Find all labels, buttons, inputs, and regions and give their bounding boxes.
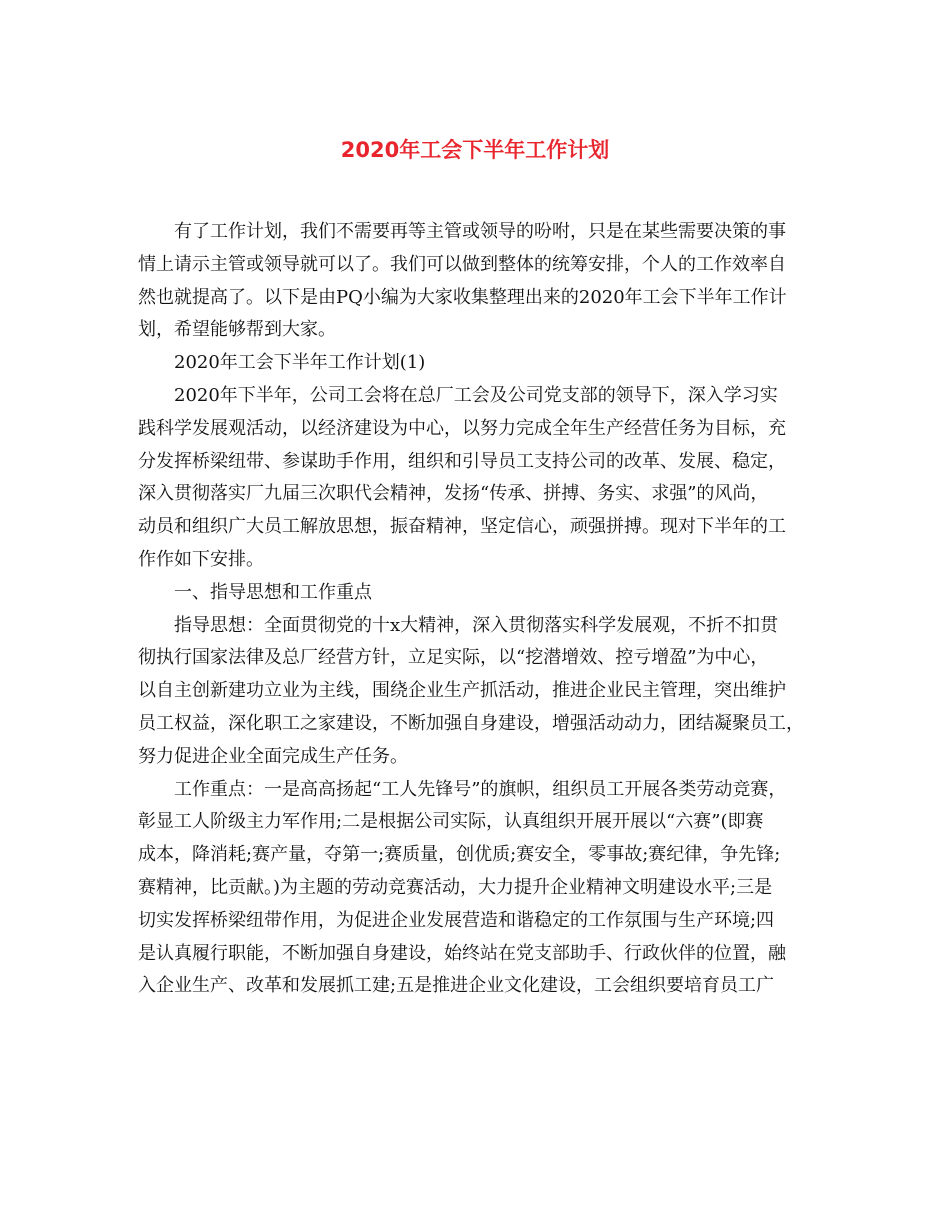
text-line: 以自主创新建功立业为主线，围绕企业生产抓活动，推进企业民主管理，突出维护 bbox=[138, 680, 786, 702]
text-line: 情上请示主管或领导就可以了。我们可以做到整体的统筹安排，个人的工作效率自 bbox=[138, 253, 786, 275]
text-line: 深入贯彻落实厂九届三次职代会精神，发扬“传承、拼搏、务实、求强”的风尚， bbox=[138, 483, 769, 505]
text-line: 工作重点：一是高高扬起“工人先锋号”的旗帜，组织员工开展各类劳动竞赛， bbox=[174, 778, 787, 800]
text-line: 努力促进企业全面完成生产任务。 bbox=[138, 745, 408, 767]
text-line: 然也就提高了。以下是由PQ小编为大家收集整理出来的2020年工会下半年工作计 bbox=[138, 286, 787, 308]
text-line: 成本，降消耗;赛产量，夺第一;赛质量，创优质;赛安全，零事故;赛纪律，争先锋; bbox=[138, 844, 781, 866]
text-line: 有了工作计划，我们不需要再等主管或领导的吩咐，只是在某些需要决策的事 bbox=[174, 221, 786, 242]
text-line: 2020年下半年，公司工会将在总厂工会及公司党支部的领导下，深入学习实 bbox=[174, 384, 778, 406]
text-line: 赛精神，比贡献。)为主题的劳动竞赛活动，大力提升企业精神文明建设水平;三是 bbox=[138, 876, 773, 898]
text-line: 一、指导思想和工作重点 bbox=[174, 581, 372, 603]
text-line: 切实发挥桥梁纽带作用，为促进企业发展营造和谐稳定的工作氛围与生产环境;四 bbox=[138, 909, 775, 931]
text-line: 动员和组织广大员工解放思想，振奋精神，坚定信心，顽强拼搏。现对下半年的工 bbox=[138, 516, 786, 538]
text-line: 分发挥桥梁纽带、参谋助手作用，组织和引导员工支持公司的改革、发展、稳定， bbox=[138, 450, 786, 472]
text-line: 彻执行国家法律及总厂经营方针，立足实际，以“挖潜增效、控亏增盈”为中心， bbox=[138, 647, 769, 669]
text-line: 践科学发展观活动，以经济建设为中心，以努力完成全年生产经营任务为目标，充 bbox=[138, 417, 786, 439]
document-body bbox=[138, 216, 814, 1003]
document-title: 2020年工会下半年工作计划 bbox=[340, 138, 610, 162]
text-line: 彰显工人阶级主力军作用;二是根据公司实际，认真组织开展开展以“六赛”(即赛 bbox=[138, 811, 764, 833]
text-line: 2020年工会下半年工作计划(1) bbox=[174, 352, 426, 374]
text-line: 员工权益，深化职工之家建设，不断加强自身建设，增强活动动力，团结凝聚员工， bbox=[138, 712, 804, 734]
text-line: 是认真履行职能，不断加强自身建设，始终站在党支部助手、行政伙伴的位置，融 bbox=[138, 942, 786, 964]
text-line: 入企业生产、改革和发展抓工建;五是推进企业文化建设，工会组织要培育员工广 bbox=[138, 975, 775, 997]
text-line: 划，希望能够帮到大家。 bbox=[138, 319, 336, 341]
text-line: 指导思想：全面贯彻党的十x大精神，深入贯彻落实科学发展观，不折不扣贯 bbox=[174, 614, 779, 636]
text-line: 作作如下安排。 bbox=[138, 548, 264, 570]
